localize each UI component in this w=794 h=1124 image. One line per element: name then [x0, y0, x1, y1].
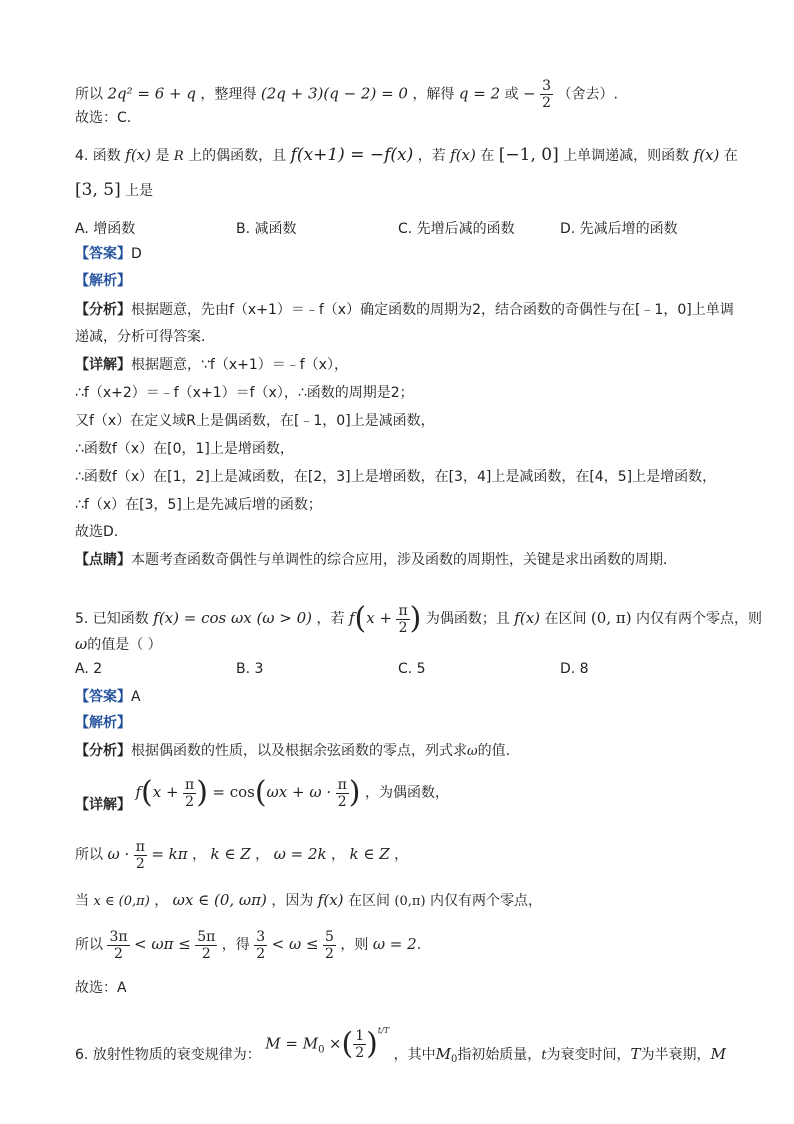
math-expression: f(x) — [317, 891, 344, 909]
text: ，若 — [316, 611, 345, 627]
math-expression: x + — [152, 783, 179, 801]
math-expression: f(x) — [450, 146, 476, 164]
text: 为偶函数；且 — [425, 611, 510, 627]
math-expression: x ∈ (0,π) — [93, 894, 150, 909]
analysis-4-fx-2: 递减，分析可得答案． — [75, 329, 215, 345]
paren-close: ) — [366, 1026, 378, 1062]
text: . — [416, 937, 422, 953]
fraction-pi-2 — [134, 839, 147, 872]
math-expression: f(x) — [514, 609, 541, 627]
math-expression: f(x) = cos ωx (ω > 0) — [153, 609, 313, 627]
numerator: 3 — [256, 928, 266, 945]
option-d: D. 8 — [560, 661, 589, 677]
fraction-3-2 — [254, 929, 267, 962]
paren-open: ( — [354, 601, 367, 636]
math-expression: = kπ — [151, 845, 188, 863]
fraction-3pi-2 — [107, 929, 129, 962]
math-expression: f(x+1) = −f(x) — [290, 145, 414, 165]
math-expression: (2q + 3)(q − 2) = 0 — [260, 84, 408, 103]
math-expression: T — [630, 1044, 641, 1063]
paren-open: ( — [141, 775, 153, 810]
math-expression: ω = 2k — [273, 845, 327, 863]
option-c: C. 5 — [398, 661, 426, 677]
text: ，若 — [417, 148, 446, 164]
denominator: 2 — [324, 945, 334, 962]
subscript: 0 — [318, 1044, 325, 1056]
text: 的值是（ ） — [87, 637, 162, 653]
math-expression: x + — [366, 609, 393, 627]
detail-5-4 — [75, 924, 421, 965]
text: 根据题意，先由f（x+1）＝﹣f（x）确定函数的周期为2，结合函数的奇偶性与在[﹣1，0]上单调 — [131, 302, 734, 318]
analysis-5 — [75, 713, 131, 733]
subscript: 0 — [450, 1054, 458, 1066]
math-expression: k ∈ Z — [210, 845, 251, 863]
text: 6. 放射性物质的衰变规律为： — [75, 1046, 261, 1063]
question-4-stem-2 — [75, 180, 153, 201]
text: 根据题意，∵f（x+1）＝﹣f（x）， — [131, 357, 348, 373]
answer-value: A — [131, 689, 141, 705]
text: ，为偶函数， — [364, 785, 449, 801]
numerator: π — [398, 602, 408, 619]
fraction-5-2 — [323, 929, 336, 962]
math-expression: ωx + ω · — [266, 783, 332, 801]
answer-5 — [75, 687, 141, 707]
text: ， — [255, 847, 270, 863]
fraction-pi-2 — [396, 603, 409, 636]
text: ，整理得 — [200, 86, 257, 103]
text: 为半衰期， — [640, 1046, 711, 1063]
detail-4-7: 故选D. — [75, 524, 119, 540]
text: 内仅有两个零点，则 — [636, 611, 763, 627]
detail-4-1 — [75, 355, 348, 375]
analysis-5-fx — [75, 741, 510, 762]
detail-5-1 — [75, 770, 449, 815]
exponent-numerator: t — [377, 1026, 382, 1035]
math-expression: R — [173, 149, 184, 164]
math-expression: < ω ≤ — [271, 935, 319, 953]
text: 指初始质量， — [457, 1046, 542, 1063]
text: 本题考查函数奇偶性与单调性的综合应用，涉及函数的周期性，关键是求出函数的周期． — [131, 552, 677, 568]
option-d: D. 先减后增的函数 — [560, 221, 678, 237]
paren-close: ) — [409, 601, 422, 636]
text: ，其中 — [393, 1046, 436, 1063]
denominator: 2 — [256, 945, 266, 962]
text: 4. 函数 — [75, 148, 121, 164]
math-expression: q = 2 — [458, 84, 501, 103]
detail-4-4: ∴函数f（x）在[0，1]上是增函数， — [75, 441, 294, 457]
math-expression: × — [328, 1034, 342, 1053]
option-a: A. 增函数 — [75, 221, 136, 237]
denominator: 2 — [114, 945, 123, 962]
analysis-4-fx — [75, 300, 734, 320]
detail-label: 【详解】 — [75, 357, 131, 373]
analysis-tag: 【解析】 — [75, 273, 131, 289]
analysis-label: 【分析】 — [75, 743, 131, 759]
denominator: 2 — [355, 1045, 365, 1062]
text: 所以 — [75, 86, 103, 103]
text: ， — [394, 847, 409, 863]
numerator: 3 — [542, 78, 551, 94]
text: ，因为 — [271, 893, 314, 909]
math-expression: M — [435, 1044, 451, 1063]
detail-4-6: ∴f（x）在[3，5]上是先减后增的函数； — [75, 497, 322, 513]
comment-4 — [75, 550, 677, 570]
answer-tag: 【答案】 — [75, 689, 131, 705]
math-expression: ω = 2 — [372, 935, 417, 953]
line-1 — [75, 78, 618, 111]
detail-5-3 — [75, 890, 542, 912]
numerator: 5π — [197, 928, 216, 945]
answer-tag: 【答案】 — [75, 246, 131, 262]
paren-open: ( — [254, 775, 267, 810]
math-expression: f(x) — [125, 146, 151, 164]
detail-5-2 — [75, 834, 408, 875]
detail-5-5: 故选：A — [75, 980, 127, 996]
text: 上单调递减，则函数 — [563, 148, 690, 164]
question-5-stem — [75, 600, 762, 637]
analysis-label: 【分析】 — [75, 302, 131, 318]
text: 所以 — [75, 847, 103, 863]
math-expression: k ∈ Z — [349, 845, 390, 863]
text: 的值. — [477, 743, 511, 759]
option-a: A. 2 — [75, 661, 103, 677]
math-expression: M = M — [265, 1034, 319, 1053]
question-6-stem: 6. 放射性物质的衰变规律为： $M = M_0$ ×( $\frac{1}{2}$ )$^{t/T}$ ，其中$M_0$指初始质量，t为衰变时间，T为半衰期，M — [75, 1026, 726, 1066]
math-expression: f — [348, 609, 355, 627]
text: 上是 — [125, 183, 154, 199]
fraction-pi-2 — [183, 777, 196, 810]
text: 上的偶函数，且 — [188, 148, 287, 164]
text: 内仅有两个零点， — [429, 893, 542, 909]
analysis-tag: 【解析】 — [75, 715, 131, 731]
text: ，则 — [340, 937, 369, 953]
detail-label: 【详解】 — [75, 797, 131, 813]
math-expression: (0,π) — [394, 894, 426, 909]
numerator: 1 — [355, 1028, 365, 1045]
numerator: 5 — [324, 928, 334, 945]
analysis-4 — [75, 271, 131, 291]
answer-4 — [75, 244, 142, 264]
exponent-denominator: T — [383, 1026, 390, 1035]
math-expression: [3, 5] — [75, 180, 121, 200]
math-expression: ω — [467, 744, 478, 759]
text: 在区间 — [544, 611, 587, 627]
numerator: π — [337, 776, 347, 793]
minus-sign: − — [523, 84, 536, 103]
text: 是 — [155, 148, 170, 164]
detail-4-5: ∴函数f（x）在[1，2]上是减函数，在[2，3]上是增函数，在[3，4]上是减函数，在[4，5]上是增函数， — [75, 469, 717, 485]
text: 根据偶函数的性质，以及根据余弦函数的零点，列式求 — [131, 743, 467, 759]
option-b: B. 减函数 — [236, 221, 297, 237]
text: （舍去）. — [557, 86, 618, 103]
math-expression: ω — [75, 635, 88, 653]
denominator: 2 — [201, 945, 211, 962]
denominator: 2 — [185, 793, 195, 810]
denominator: 2 — [135, 855, 145, 872]
paren-close: ) — [348, 775, 361, 810]
text: ，得 — [221, 937, 250, 953]
text: 5. 已知函数 — [75, 611, 149, 627]
comment-label: 【点睛】 — [75, 552, 131, 568]
option-c: C. 先增后减的函数 — [398, 221, 515, 237]
answer-value: D — [131, 246, 142, 262]
math-expression: f — [135, 783, 142, 801]
paren-close: ) — [196, 775, 208, 810]
fraction-5pi-2 — [195, 929, 217, 962]
option-b: B. 3 — [236, 661, 264, 677]
denominator: 2 — [542, 95, 551, 111]
numerator: 3π — [109, 928, 128, 945]
paren-open: ( — [341, 1026, 354, 1062]
math-expression: ω · — [107, 845, 130, 863]
detail-4-3: 又f（x）在定义域R上是偶函数，在[﹣1，0]上是减函数， — [75, 413, 435, 429]
math-expression: t — [541, 1047, 547, 1063]
fraction-1-2 — [353, 1028, 366, 1061]
math-expression: M — [710, 1044, 726, 1063]
fraction-pi-2 — [336, 777, 349, 810]
numerator: π — [184, 776, 195, 793]
math-expression: = cos — [212, 783, 255, 801]
text: 在 — [480, 148, 495, 164]
math-expression: ωx ∈ (0, ωπ) — [172, 891, 267, 909]
question-4-stem — [75, 145, 738, 167]
text: 在区间 — [347, 893, 390, 909]
text: 在 — [723, 148, 738, 164]
math-expression: 2q² = 6 + q — [107, 84, 196, 103]
text: 或 — [504, 86, 519, 103]
line-2: 故选：C. — [75, 110, 132, 126]
text: ， — [331, 847, 346, 863]
numerator: π — [135, 838, 145, 855]
text: 为衰变时间， — [546, 1046, 631, 1063]
text: ， — [154, 893, 169, 909]
text: 当 — [75, 893, 89, 909]
text: ， — [192, 847, 207, 863]
fraction-3-2 — [540, 78, 553, 111]
question-5-stem-2 — [75, 634, 162, 655]
math-expression: f(x) — [693, 146, 720, 164]
denominator: 2 — [398, 619, 408, 636]
math-expression: < ωπ ≤ — [134, 935, 191, 953]
text: ，解得 — [412, 86, 455, 103]
denominator: 2 — [337, 793, 347, 810]
text: 所以 — [75, 937, 103, 953]
math-expression: [−1, 0] — [498, 145, 559, 165]
math-expression: (0, π) — [590, 609, 632, 627]
detail-4-2: ∴f（x+2）＝﹣f（x+1）＝f（x），∴函数的周期是2； — [75, 385, 414, 401]
